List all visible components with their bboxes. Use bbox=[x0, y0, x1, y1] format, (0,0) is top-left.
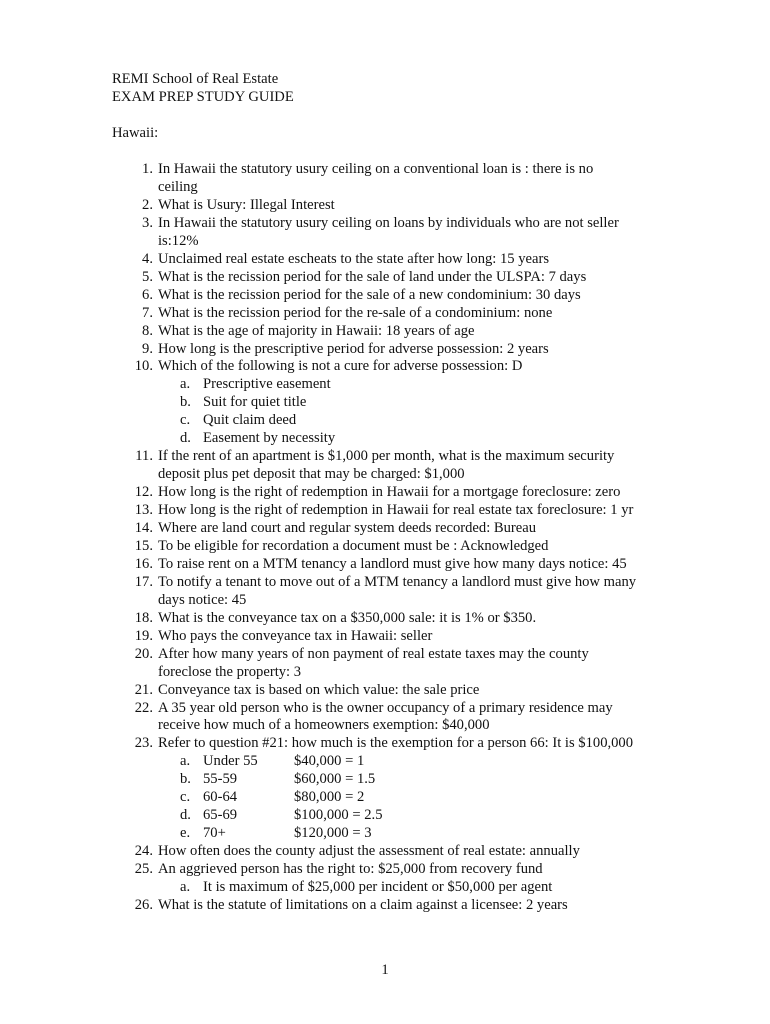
question-number: 15. bbox=[134, 538, 153, 554]
question-number: 9. bbox=[142, 340, 153, 357]
question-text: days notice: 45 bbox=[158, 591, 247, 608]
question-number: 22. bbox=[134, 699, 153, 716]
question-text: What is the statute of limitations on a claim against a licensee: 2 years bbox=[158, 896, 568, 913]
exemption-amount: $100,000 = 2.5 bbox=[294, 807, 383, 824]
question-text: To notify a tenant to move out of a MTM tenancy a landlord must give how many bbox=[158, 573, 637, 590]
exemption-amount: $80,000 = 2 bbox=[294, 789, 365, 806]
question-text: In Hawaii the statutory usury ceiling on a conventional loan is : there is no bbox=[158, 161, 594, 177]
sub-item-letter: a. bbox=[180, 376, 191, 393]
question-number: 14. bbox=[134, 520, 153, 536]
question-text: In Hawaii the statutory usury ceiling on loans by individuals who are not seller bbox=[158, 214, 619, 231]
sub-item-letter: d. bbox=[180, 807, 191, 824]
question-text: How often does the county adjust the assessment of real estate: annually bbox=[158, 843, 580, 860]
question-text: How long is the right of redemption in Hawaii for a mortgage foreclosure: zero bbox=[158, 484, 621, 501]
question-text: What is the recission period for the sale of land under the ULSPA: 7 days bbox=[158, 268, 587, 285]
question-number: 17. bbox=[134, 573, 153, 590]
question-text: Unclaimed real estate escheats to the state after how long: 15 years bbox=[158, 250, 550, 267]
question-number: 4. bbox=[142, 250, 153, 267]
question-number: 19. bbox=[134, 627, 153, 644]
question-text: An aggrieved person has the right to: $25,000 from recovery fund bbox=[158, 861, 543, 877]
question-number: 6. bbox=[142, 286, 153, 303]
sub-item-text: Suit for quiet title bbox=[203, 394, 307, 411]
question-number: 5. bbox=[142, 268, 153, 285]
sub-item-letter: b. bbox=[180, 771, 191, 788]
question-number: 13. bbox=[134, 502, 153, 519]
question-text: What is the conveyance tax on a $350,000 sale: it is 1% or $350. bbox=[158, 609, 537, 626]
question-text: deposit plus pet deposit that may be charged: $1,000 bbox=[158, 466, 465, 483]
question-number: 20. bbox=[134, 645, 153, 662]
question-text: How long is the prescriptive period for adverse possession: 2 years bbox=[158, 340, 549, 357]
question-text: What is Usury: Illegal Interest bbox=[158, 196, 335, 213]
question-text: What is the recission period for the sale of a new condominium: 30 days bbox=[158, 286, 581, 303]
exemption-age-range: 70+ bbox=[203, 825, 226, 842]
question-text: What is the age of majority in Hawaii: 18 years of age bbox=[158, 322, 475, 339]
sub-item-letter: e. bbox=[180, 825, 191, 842]
question-number: 12. bbox=[134, 484, 153, 501]
question-text: Where are land court and regular system deeds recorded: Bureau bbox=[158, 520, 537, 536]
exemption-age-range: 55-59 bbox=[203, 771, 238, 788]
question-number: 1. bbox=[142, 161, 153, 177]
sub-item-text: It is maximum of $25,000 per incident or $50,000 per agent bbox=[203, 879, 553, 895]
exemption-age-range: 65-69 bbox=[203, 807, 238, 824]
school-name: REMI School of Real Estate bbox=[112, 71, 279, 87]
exemption-amount: $120,000 = 3 bbox=[294, 825, 372, 842]
question-text: Conveyance tax is based on which value: the sale price bbox=[158, 681, 480, 698]
question-text: Which of the following is not a cure for adverse possession: D bbox=[158, 358, 523, 375]
sub-item-letter: c. bbox=[180, 789, 191, 806]
sub-item-text: Quit claim deed bbox=[203, 412, 297, 429]
guide-title: EXAM PREP STUDY GUIDE bbox=[112, 89, 294, 105]
exemption-age-range: Under 55 bbox=[203, 753, 258, 770]
question-number: 26. bbox=[134, 896, 153, 913]
question-text: To be eligible for recordation a document must be : Acknowledged bbox=[158, 538, 549, 554]
question-number: 3. bbox=[142, 214, 153, 231]
exemption-amount: $40,000 = 1 bbox=[294, 753, 365, 770]
question-number: 21. bbox=[134, 681, 153, 698]
question-number: 16. bbox=[134, 555, 153, 572]
question-text: ceiling bbox=[158, 178, 198, 195]
state-heading: Hawaii: bbox=[112, 125, 159, 141]
question-text: Refer to question #21: how much is the exemption for a person 66: It is $100,000 bbox=[158, 735, 634, 752]
question-number: 10. bbox=[134, 358, 153, 375]
page-number: 1 bbox=[381, 962, 389, 978]
question-text: To raise rent on a MTM tenancy a landlord must give how many days notice: 45 bbox=[158, 555, 627, 572]
question-text: is:12% bbox=[158, 232, 199, 249]
sub-item-letter: d. bbox=[180, 430, 191, 447]
sub-item-letter: c. bbox=[180, 412, 191, 429]
question-text: After how many years of non payment of real estate taxes may the county bbox=[158, 645, 589, 662]
question-text: A 35 year old person who is the owner occupancy of a primary residence may bbox=[158, 699, 613, 716]
question-text: foreclose the property: 3 bbox=[158, 663, 302, 680]
question-text: Who pays the conveyance tax in Hawaii: seller bbox=[158, 627, 433, 644]
question-number: 24. bbox=[134, 843, 153, 860]
question-number: 2. bbox=[142, 196, 153, 213]
question-text: receive how much of a homeowners exemption: $40,000 bbox=[158, 717, 490, 734]
question-number: 25. bbox=[134, 861, 153, 877]
sub-item-letter: a. bbox=[180, 879, 191, 895]
question-number: 7. bbox=[142, 304, 153, 321]
sub-item-text: Prescriptive easement bbox=[203, 376, 331, 393]
sub-item-letter: a. bbox=[180, 753, 191, 770]
question-text: What is the recission period for the re-sale of a condominium: none bbox=[158, 304, 553, 321]
question-text: If the rent of an apartment is $1,000 per month, what is the maximum security bbox=[158, 448, 615, 465]
question-number: 8. bbox=[142, 322, 153, 339]
question-text: How long is the right of redemption in Hawaii for real estate tax foreclosure: 1 yr bbox=[158, 502, 634, 519]
sub-item-letter: b. bbox=[180, 394, 191, 411]
exemption-amount: $60,000 = 1.5 bbox=[294, 771, 376, 788]
question-number: 23. bbox=[134, 735, 153, 752]
question-number: 18. bbox=[134, 609, 153, 626]
sub-item-text: Easement by necessity bbox=[203, 430, 336, 447]
exemption-age-range: 60-64 bbox=[203, 789, 238, 806]
question-number: 11. bbox=[135, 448, 153, 465]
